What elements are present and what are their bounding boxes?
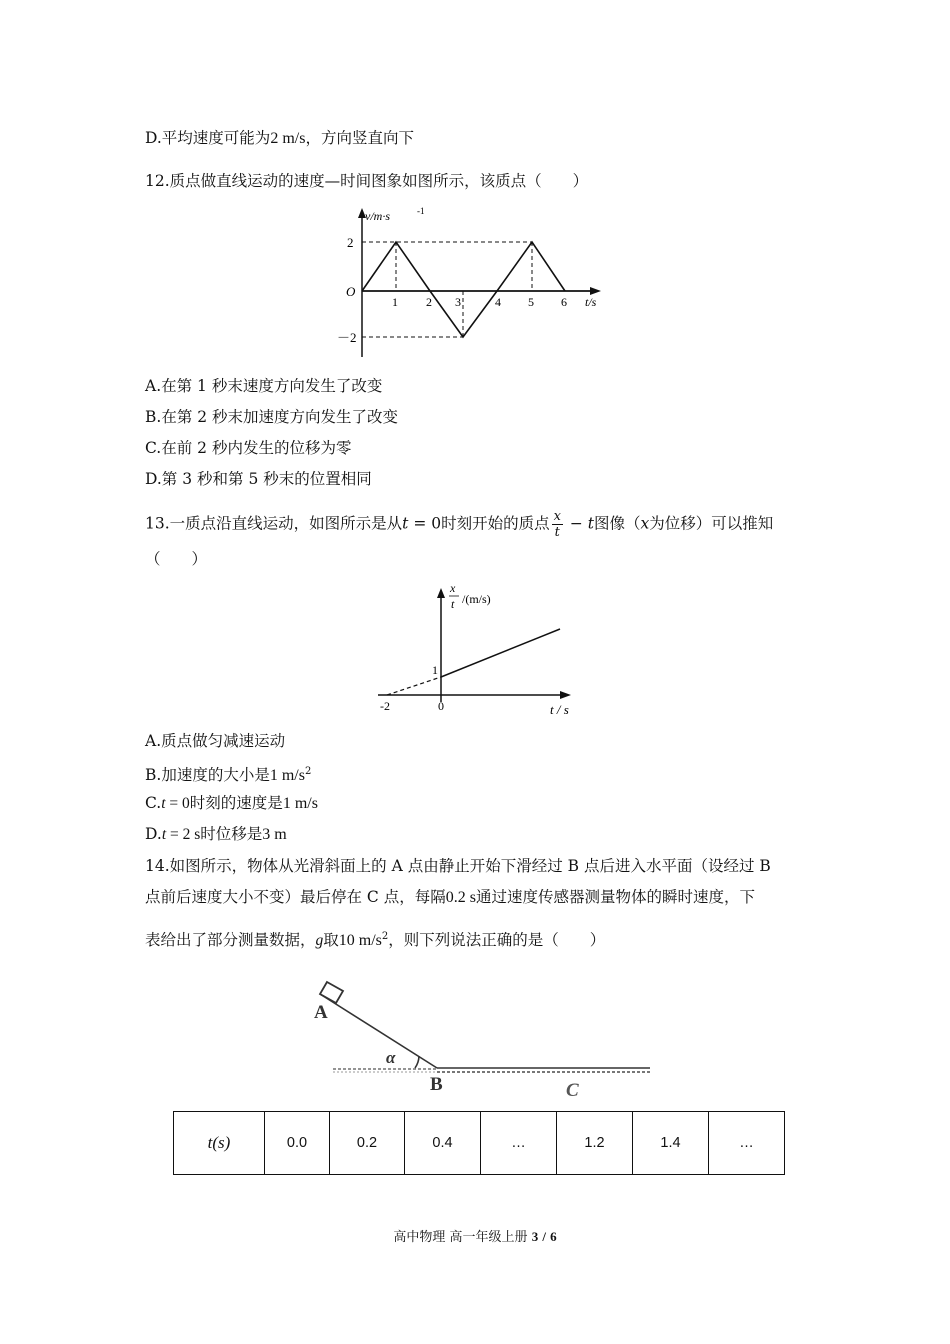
q13-stem xyxy=(145,509,773,540)
q13-stem-text: 为位移）可以推知 xyxy=(649,514,774,533)
q12-option-b: B.在第 2 秒末加速度方向发生了改变 xyxy=(145,408,399,426)
q13-option-d-var: t xyxy=(161,826,167,843)
q14-label-b: B xyxy=(430,1074,443,1095)
q14-data-table xyxy=(173,1111,785,1175)
page-footer xyxy=(0,1226,950,1245)
q14-label-c: C xyxy=(566,1080,579,1100)
q12-y-label-exp: -1 xyxy=(417,206,425,216)
q13-option-a: A.质点做匀减速运动 xyxy=(145,732,286,750)
q13-option-d xyxy=(145,823,287,846)
q14-incline-figure xyxy=(300,972,660,1100)
footer-page-number: 3 xyxy=(531,1229,539,1244)
q14-stem-interval: 0.2 s xyxy=(445,889,476,906)
q14-stem-g: g xyxy=(315,932,324,950)
q13-frac-num: x xyxy=(553,509,561,524)
q13-option-c-text: 时刻的速度是 xyxy=(189,794,283,812)
q13-stem-minus: − xyxy=(564,514,588,533)
q14-stem-g-value: 10 m/s xyxy=(338,932,382,950)
q14-stem-text: 表给出了部分测量数据， xyxy=(145,931,316,950)
q12-y-tick: －2 xyxy=(337,330,357,345)
q12-x-tick: 4 xyxy=(495,295,501,309)
q11-option-d xyxy=(145,127,414,150)
footer-subject: 高中物理 xyxy=(393,1230,446,1245)
q12-x-tick: 5 xyxy=(528,295,534,309)
q13-paren: （ ） xyxy=(145,550,208,568)
q13-option-b-exp: 2 xyxy=(304,766,312,777)
footer-page-total: 6 xyxy=(550,1229,557,1244)
q14-label-alpha: α xyxy=(386,1048,396,1067)
table-cell: 1.4 xyxy=(633,1112,709,1175)
q12-x-tick: 3 xyxy=(455,295,461,309)
q14-stem-line2 xyxy=(145,886,755,909)
q14-stem-text: 通过速度传感器测量物体的瞬时速度，下 xyxy=(475,888,755,906)
q13-option-b xyxy=(145,761,311,787)
q13-option-c xyxy=(145,792,318,815)
footer-grade: 高一年级上册 xyxy=(449,1230,528,1245)
q12-y-tick: 2 xyxy=(347,235,354,250)
table-header-label: t(s) xyxy=(207,1133,231,1152)
q13-stem-fraction xyxy=(552,509,563,540)
q13-intercept-label: 1 xyxy=(432,663,438,677)
q12-x-tick: 2 xyxy=(426,295,432,309)
q13-origin-label: 0 xyxy=(438,699,444,713)
q12-option-a: A.在第 1 秒末速度方向发生了改变 xyxy=(145,377,383,395)
q14-stem-text: ，则下列说法正确的是（ ） xyxy=(388,931,606,950)
table-cell: 1.2 xyxy=(557,1112,633,1175)
q12-y-label: v/m·s xyxy=(365,209,390,223)
table-cell: 0.2 xyxy=(330,1112,405,1175)
q13-option-d-text: 时位移是 xyxy=(200,825,263,843)
q12-x-label: t/s xyxy=(585,295,597,309)
table-cell: … xyxy=(709,1112,785,1175)
footer-separator: / xyxy=(542,1229,546,1244)
q13-stem-text: 时刻开始的质点 xyxy=(441,514,550,533)
q13-option-b-value: 1 m/s xyxy=(269,767,305,785)
q13-stem-var: t xyxy=(402,514,409,533)
q12-origin-label: O xyxy=(346,284,356,299)
q14-label-a: A xyxy=(314,1002,328,1023)
q12-option-d: D.第 3 秒和第 5 秒末的位置相同 xyxy=(145,470,372,488)
q12-x-tick: 1 xyxy=(392,295,398,309)
table-cell: … xyxy=(481,1112,557,1175)
q13-x-label: t / s xyxy=(550,702,569,717)
q13-y-num: x xyxy=(450,581,456,595)
q12-x-tick: 6 xyxy=(561,295,567,309)
q14-stem-text: 取 xyxy=(323,931,339,950)
q13-stem-var: t xyxy=(587,514,595,533)
q12-stem: 12.质点做直线运动的速度—时间图象如图所示，该质点（ ） xyxy=(145,172,589,190)
q12-vt-graph xyxy=(335,200,615,365)
table-row xyxy=(174,1112,785,1175)
q13-neg-label: -2 xyxy=(380,699,390,713)
q13-option-c-letter: C. xyxy=(145,794,162,812)
q13-option-c-value: 1 m/s xyxy=(282,795,318,812)
q11-option-d-suffix: ，方向竖直向下 xyxy=(305,129,414,147)
q13-option-c-eq: = 0 xyxy=(165,795,190,812)
q13-stem-var: x xyxy=(640,514,650,533)
q13-frac-den: t xyxy=(554,525,560,540)
q13-option-b-text: B.加速度的大小是 xyxy=(145,766,270,785)
q13-xt-graph xyxy=(372,578,582,718)
q13-stem-text: 13.一质点沿直线运动，如图所示是从 xyxy=(145,514,403,533)
table-cell: 0.4 xyxy=(405,1112,481,1175)
q14-stem-g-exp: 2 xyxy=(381,931,389,942)
q14-stem-text: 点前后速度大小不变）最后停在 C 点，每隔 xyxy=(145,888,446,906)
q14-stem-line3 xyxy=(145,926,605,952)
q13-option-c-var: t xyxy=(161,795,166,812)
q13-graph-line xyxy=(441,629,560,677)
q11-option-d-value: 2 m/s xyxy=(270,130,306,147)
table-cell: 0.0 xyxy=(265,1112,330,1175)
q12-option-c: C.在前 2 秒内发生的位移为零 xyxy=(145,439,352,457)
q14-stem-line1: 14.如图所示，物体从光滑斜面上的 A 点由静止开始下滑经过 B 点后进入水平面（设经过 B xyxy=(145,857,771,875)
table-header-t xyxy=(174,1112,265,1175)
q13-option-d-value: 3 m xyxy=(262,826,287,843)
q13-y-unit: /(m/s) xyxy=(462,592,491,606)
q13-option-d-eq: = 2 s xyxy=(166,826,201,843)
q13-stem-text: 图像（ xyxy=(594,514,641,533)
q13-option-d-letter: D. xyxy=(145,825,162,843)
q13-stem-eq: = 0 xyxy=(408,514,442,533)
q13-y-den: t xyxy=(451,597,455,611)
q11-option-d-prefix: D.平均速度可能为 xyxy=(145,129,271,147)
q14-block xyxy=(320,982,343,1003)
